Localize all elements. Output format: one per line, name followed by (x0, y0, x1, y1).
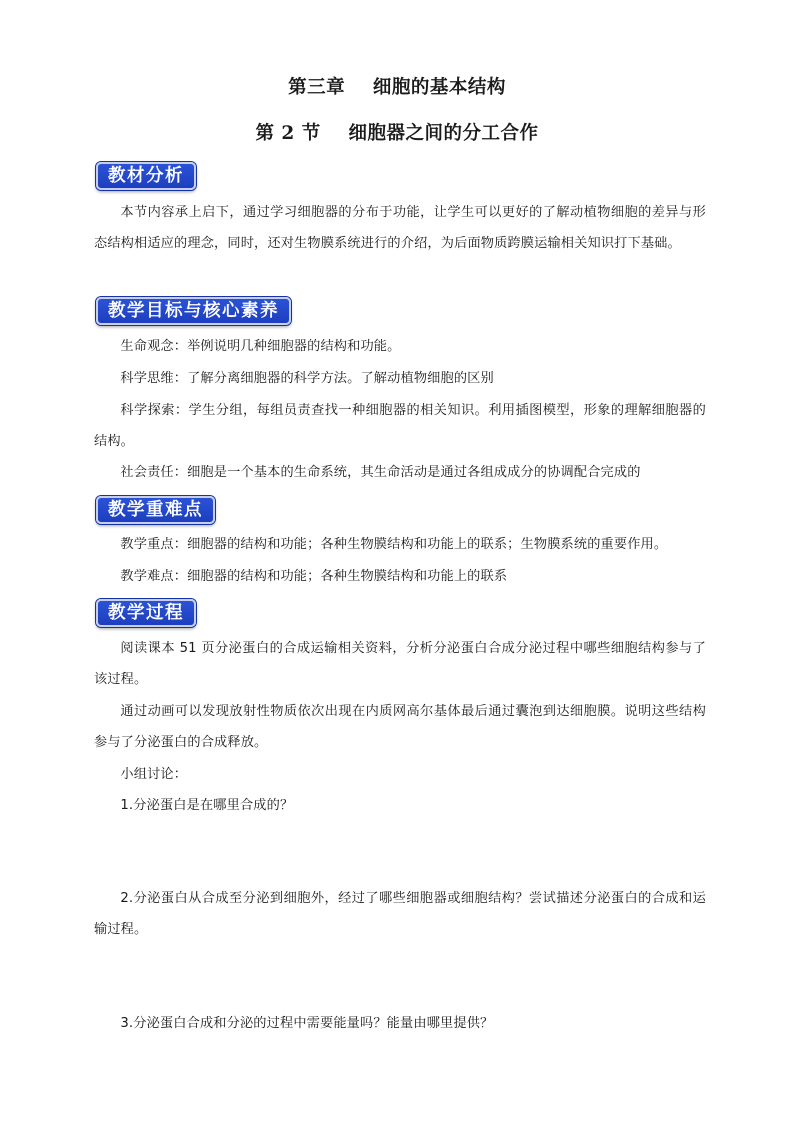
discussion-question: 3.分泌蛋白合成和分泌的过程中需要能量吗？能量由哪里提供？ (120, 1016, 494, 1031)
goal-item: 社会责任：细胞是一个基本的生命系统，其生命活动是通过各组成成分的协调配合完成的 (120, 465, 641, 480)
discussion-question: 1.分泌蛋白是在哪里合成的？ (120, 798, 294, 813)
heading-badge-analysis: 教材分析 (96, 162, 196, 190)
heading-badge-process: 教学过程 (96, 599, 196, 627)
heading-badge-key-points: 教学重难点 (96, 496, 215, 524)
goal-item: 科学探索：学生分组，每组员责查找一种细胞器的相关知识。利用插图模型，形象的理解细胞器的结构。 (94, 403, 706, 449)
section-title: 第 2 节 细胞器之间的分工合作 (255, 123, 539, 144)
key-point-item: 教学难点：细胞器的结构和功能；各种生物膜结构和功能上的联系 (120, 569, 508, 584)
heading-badge-goals: 教学目标与核心素养 (96, 297, 291, 325)
discussion-question: 2.分泌蛋白从合成至分泌到细胞外，经过了哪些细胞器或细胞结构？尝试描述分泌蛋白的合成和运输过程。 (94, 891, 706, 937)
process-paragraph: 阅读课本 51 页分泌蛋白的合成运输相关资料，分析分泌蛋白合成分泌过程中哪些细胞结构参与了该过程。 (94, 641, 706, 687)
goal-item: 生命观念：举例说明几种细胞器的结构和功能。 (120, 339, 401, 354)
process-paragraph: 小组讨论： (120, 767, 188, 782)
chapter-title: 第三章 细胞的基本结构 (288, 77, 506, 98)
key-point-item: 教学重点：细胞器的结构和功能；各种生物膜结构和功能上的联系；生物膜系统的重要作用。 (120, 537, 668, 552)
goal-item: 科学思维：了解分离细胞器的科学方法。了解动植物细胞的区别 (120, 371, 494, 386)
analysis-paragraph: 本节内容承上启下，通过学习细胞器的分布于功能，让学生可以更好的了解动植物细胞的差异与形态结构相适应的理念，同时，还对生物膜系统进行的介绍，为后面物质跨膜运输相关知识打下基础。 (94, 205, 706, 251)
process-paragraph: 通过动画可以发现放射性物质依次出现在内质网高尔基体最后通过囊泡到达细胞膜。说明这些结构参与了分泌蛋白的合成释放。 (94, 704, 706, 750)
